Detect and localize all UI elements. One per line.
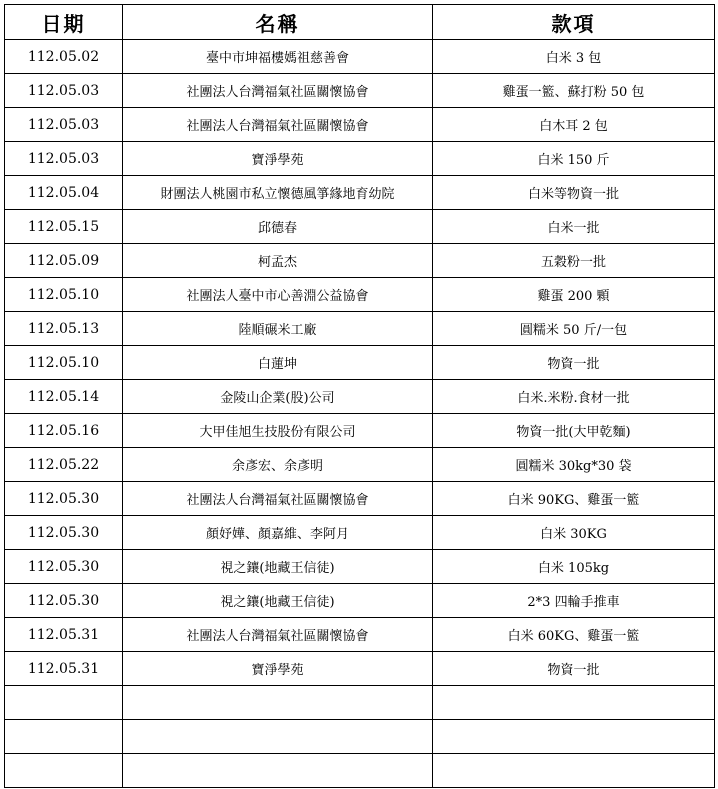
table-row	[5, 108, 715, 142]
name-cell: 視之鑲(地藏王信徒)	[123, 584, 433, 618]
item-cell: 白米.米粉.食材一批	[433, 380, 715, 414]
item-cell: 五穀粉一批	[433, 244, 715, 278]
date-cell: 112.05.30	[5, 550, 123, 584]
item-cell: 白米 3 包	[433, 40, 715, 74]
item-cell: 白米 30KG	[433, 516, 715, 550]
date-cell: 112.05.30	[5, 584, 123, 618]
name-cell: 柯孟杰	[123, 244, 433, 278]
date-cell	[5, 686, 123, 720]
date-cell: 112.05.14	[5, 380, 123, 414]
table-body	[5, 40, 715, 788]
item-cell: 白米 60KG、雞蛋一籃	[433, 618, 715, 652]
name-cell: 大甲佳旭生技股份有限公司	[123, 414, 433, 448]
date-cell: 112.05.30	[5, 516, 123, 550]
date-cell: 112.05.31	[5, 618, 123, 652]
donation-table	[4, 4, 715, 788]
table-row	[5, 652, 715, 686]
item-cell: 白米一批	[433, 210, 715, 244]
item-cell: 2*3 四輪手推車	[433, 584, 715, 618]
name-cell: 社團法人台灣福氣社區關懷協會	[123, 482, 433, 516]
header-row	[5, 5, 715, 40]
date-cell: 112.05.13	[5, 312, 123, 346]
name-cell	[123, 754, 433, 788]
item-cell	[433, 754, 715, 788]
name-cell: 社團法人台灣福氣社區關懷協會	[123, 74, 433, 108]
name-cell: 臺中市坤福樓媽祖慈善會	[123, 40, 433, 74]
table-row	[5, 142, 715, 176]
item-cell: 物資一批	[433, 652, 715, 686]
item-cell: 白米 90KG、雞蛋一籃	[433, 482, 715, 516]
date-cell: 112.05.03	[5, 74, 123, 108]
date-cell: 112.05.10	[5, 346, 123, 380]
name-cell: 寶淨學苑	[123, 652, 433, 686]
table-row	[5, 312, 715, 346]
item-cell: 圓糯米 50 斤/一包	[433, 312, 715, 346]
date-cell	[5, 720, 123, 754]
date-cell: 112.05.09	[5, 244, 123, 278]
header-name: 名稱	[123, 5, 433, 40]
table-row	[5, 618, 715, 652]
table-row	[5, 686, 715, 720]
date-cell: 112.05.31	[5, 652, 123, 686]
table-row	[5, 448, 715, 482]
name-cell: 邱德春	[123, 210, 433, 244]
name-cell: 余彥宏、余彥明	[123, 448, 433, 482]
table-row	[5, 40, 715, 74]
table-row	[5, 516, 715, 550]
date-cell: 112.05.15	[5, 210, 123, 244]
name-cell	[123, 686, 433, 720]
name-cell: 社團法人台灣福氣社區關懷協會	[123, 618, 433, 652]
date-cell: 112.05.04	[5, 176, 123, 210]
header-item: 款項	[433, 5, 715, 40]
item-cell: 白米 105kg	[433, 550, 715, 584]
item-cell: 雞蛋 200 顆	[433, 278, 715, 312]
item-cell: 雞蛋一籃、蘇打粉 50 包	[433, 74, 715, 108]
name-cell: 寶淨學苑	[123, 142, 433, 176]
date-cell: 112.05.16	[5, 414, 123, 448]
date-cell: 112.05.10	[5, 278, 123, 312]
name-cell	[123, 720, 433, 754]
name-cell: 財團法人桃園市私立懷德風箏緣地育幼院	[123, 176, 433, 210]
date-cell	[5, 754, 123, 788]
table-row	[5, 482, 715, 516]
name-cell: 金陵山企業(股)公司	[123, 380, 433, 414]
item-cell: 白米 150 斤	[433, 142, 715, 176]
table-row	[5, 380, 715, 414]
date-cell: 112.05.03	[5, 142, 123, 176]
table-row	[5, 278, 715, 312]
item-cell	[433, 720, 715, 754]
table-row	[5, 244, 715, 278]
item-cell: 物資一批(大甲乾麵)	[433, 414, 715, 448]
name-cell: 白蓮坤	[123, 346, 433, 380]
table-row	[5, 584, 715, 618]
table-row	[5, 550, 715, 584]
table-row	[5, 754, 715, 788]
name-cell: 視之鑲(地藏王信徒)	[123, 550, 433, 584]
date-cell: 112.05.22	[5, 448, 123, 482]
table-row	[5, 176, 715, 210]
table-row	[5, 74, 715, 108]
item-cell: 白米等物資一批	[433, 176, 715, 210]
table-row	[5, 720, 715, 754]
item-cell: 物資一批	[433, 346, 715, 380]
table-row	[5, 414, 715, 448]
item-cell: 白木耳 2 包	[433, 108, 715, 142]
header-date: 日期	[5, 5, 123, 40]
date-cell: 112.05.02	[5, 40, 123, 74]
name-cell: 社團法人台灣福氣社區關懷協會	[123, 108, 433, 142]
name-cell: 顏妤嬅、顏嘉維、李阿月	[123, 516, 433, 550]
table-row	[5, 210, 715, 244]
date-cell: 112.05.03	[5, 108, 123, 142]
item-cell	[433, 686, 715, 720]
name-cell: 陸順碾米工廠	[123, 312, 433, 346]
item-cell: 圓糯米 30kg*30 袋	[433, 448, 715, 482]
date-cell: 112.05.30	[5, 482, 123, 516]
table-row	[5, 346, 715, 380]
name-cell: 社團法人臺中市心善淵公益協會	[123, 278, 433, 312]
